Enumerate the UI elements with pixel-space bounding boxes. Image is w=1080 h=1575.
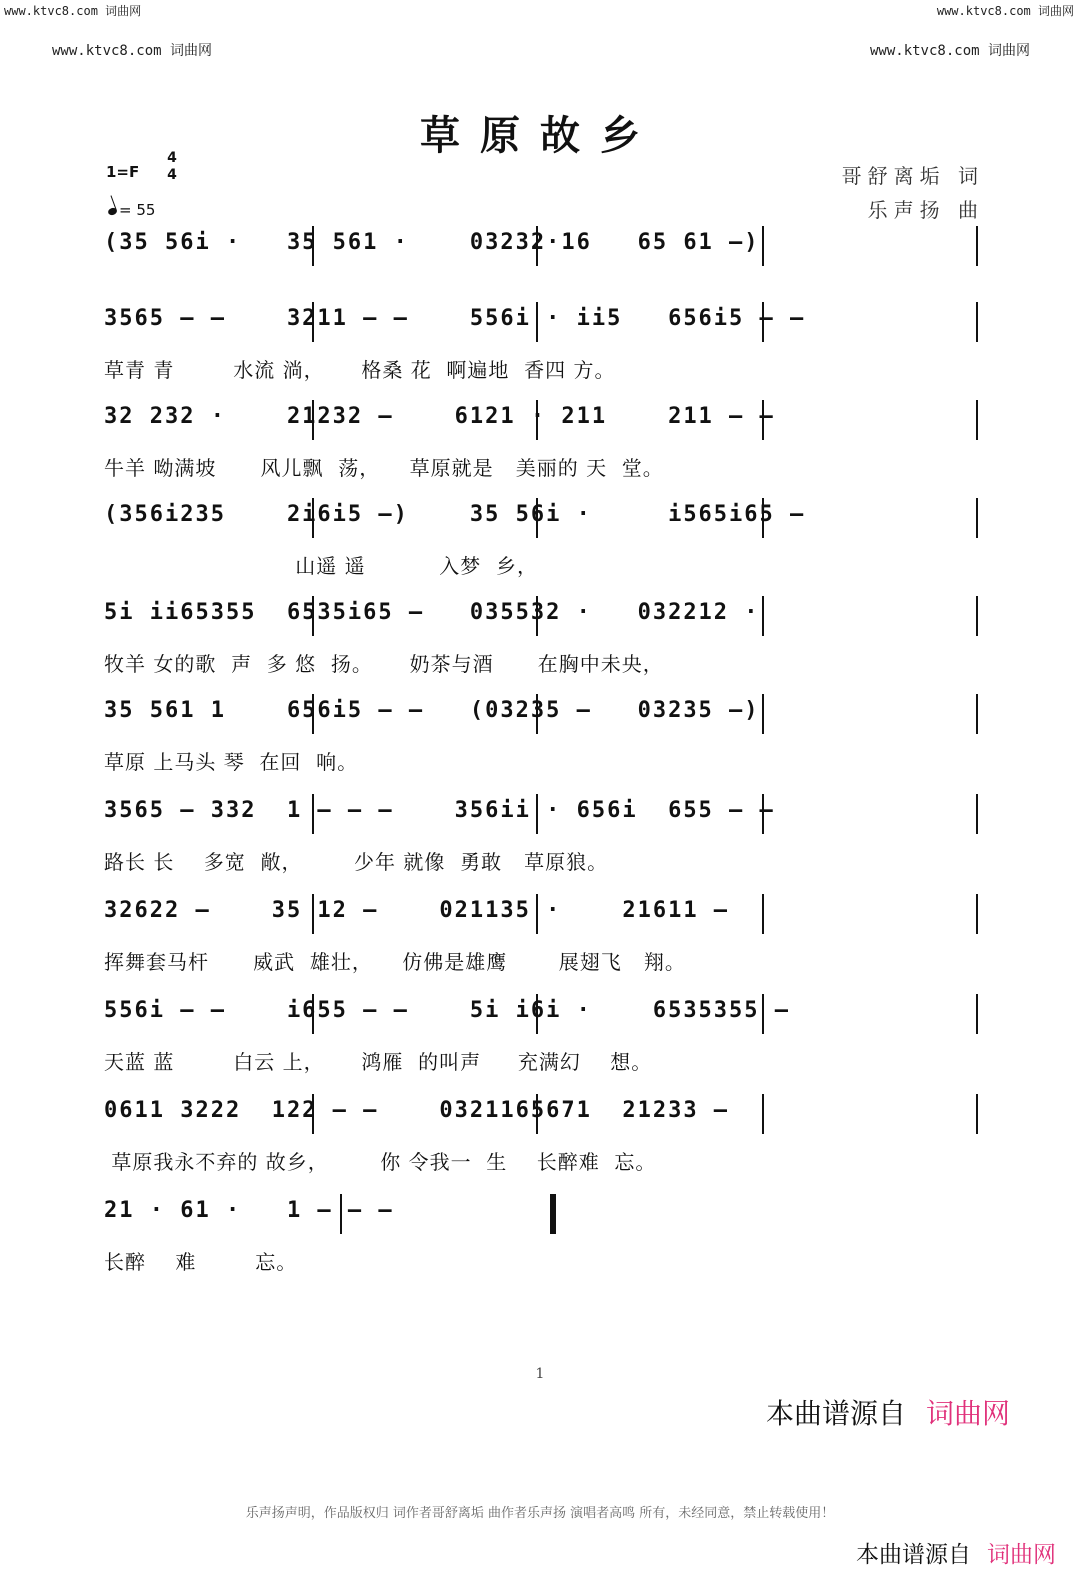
notation-line: 21 · 61 · 1 – – – (104, 1198, 394, 1223)
tempo-value: = 55 (119, 201, 156, 219)
bar-line (976, 302, 978, 342)
source-brand[interactable]: 词曲网 (925, 1397, 1010, 1430)
notation-line: (356i235 2i6i5 –) 35 56i · i565i65 – (104, 502, 806, 527)
source-credit-bottom (856, 1536, 1056, 1569)
bar-line (762, 694, 764, 734)
notation-line: 32622 – 35 12 – 021135 · 21611 – (104, 898, 730, 923)
staff-system (100, 596, 980, 686)
lyricist-credit: 哥舒离垢 词 (841, 164, 984, 188)
lyric-line: 牧羊 女的歌 声 多 悠 扬。 奶茶与酒 在胸中未央， (104, 652, 664, 676)
watermark-right: www.ktvc8.com 词曲网 (869, 43, 1030, 59)
quarter-note-icon (107, 207, 118, 217)
notation-line: (35 56i · 35 561 · 03232·16 65 61 –) (104, 230, 760, 255)
watermark-left: www.ktvc8.com 词曲网 (52, 43, 213, 59)
page-number: 1 (535, 1366, 545, 1382)
lyric-line: 长醉 难 忘。 (104, 1250, 298, 1274)
staff-system (100, 400, 980, 490)
bar-line (976, 596, 978, 636)
bar-line (762, 1094, 764, 1134)
source-credit (766, 1392, 1010, 1432)
lyric-line: 草原 上马头 琴 在回 响。 (104, 750, 359, 774)
bar-line (976, 400, 978, 440)
notation-line: 3565 – – 3211 – – 556i · ii5 656i5 – – (104, 306, 806, 331)
staff-system (100, 894, 980, 984)
staff-system (100, 994, 980, 1084)
copyright-note: 乐声扬声明，作品版权归 词作者哥舒离垢 曲作者乐声扬 演唱者高鸣 所有，未经同意，禁止转载使用！ (245, 1506, 835, 1521)
bar-line (976, 1094, 978, 1134)
bar-line (762, 596, 764, 636)
notation-line: 32 232 · 21232 – 6121 · 211 211 – – (104, 404, 775, 429)
bar-line (976, 694, 978, 734)
lyric-line: 牛羊 呦满坡 风儿飘 荡， 草原就是 美丽的 天 堂。 (104, 456, 664, 480)
composer-credit: 乐声扬 曲 (867, 198, 984, 222)
bar-line (762, 894, 764, 934)
key-signature: 1=F (106, 163, 140, 181)
lyric-line: 草原我永不弃的 故乡， 你 令我一 生 长醉难 忘。 (104, 1150, 657, 1174)
staff-system (100, 498, 980, 588)
tempo-marking (108, 201, 155, 219)
staff-system (100, 1094, 980, 1184)
lyric-line: 路长 长 多宽 敞， 少年 就像 勇敢 草原狼。 (104, 850, 609, 874)
bar-line (976, 894, 978, 934)
staff-system (100, 794, 980, 884)
watermark-top-left: www.ktvc8.com 词曲网 (4, 4, 142, 18)
bar-line (976, 498, 978, 538)
staff-system (100, 1194, 980, 1284)
bar-line (976, 794, 978, 834)
notation-line: 3565 – 332 1 – – – 356ii · 656i 655 – – (104, 798, 775, 823)
source-label: 本曲谱源自 (765, 1397, 906, 1430)
lyric-line: 山遥 遥 入梦 乡， (104, 554, 538, 578)
song-title: 草原故乡 (420, 112, 660, 159)
lyric-line: 草青 青 水流 淌， 格桑 花 啊遍地 香四 方。 (104, 358, 616, 382)
notation-line: 0611 3222 122 – – 0321165671 21233 – (104, 1098, 730, 1123)
staff-system (100, 302, 980, 392)
bar-line (976, 994, 978, 1034)
bar-line (762, 226, 764, 266)
source-bottom-label: 本曲谱源自 (856, 1542, 971, 1568)
lyric-line: 天蓝 蓝 白云 上， 鸿雁 的叫声 充满幻 想。 (104, 1050, 653, 1074)
time-signature (164, 150, 180, 184)
time-signature-top: 4 (167, 150, 177, 166)
bar-line (976, 226, 978, 266)
notation-line: 5i ii65355 6535i65 – 035532 · 032212 · (104, 600, 760, 625)
time-signature-bottom: 4 (167, 167, 177, 183)
notation-line: 35 561 1 656i5 – – (03235 – 03235 –) (104, 698, 760, 723)
staff-system (100, 694, 980, 784)
final-bar-line (550, 1194, 556, 1234)
source-bottom-brand[interactable]: 词曲网 (987, 1542, 1056, 1568)
notation-line: 556i – – i655 – – 5i i6i · 6535355 – (104, 998, 791, 1023)
lyric-line: 挥舞套马杆 威武 雄壮， 仿佛是雄鹰 展翅飞 翔。 (104, 950, 686, 974)
watermark-top-right: www.ktvc8.com 词曲网 (936, 4, 1074, 18)
